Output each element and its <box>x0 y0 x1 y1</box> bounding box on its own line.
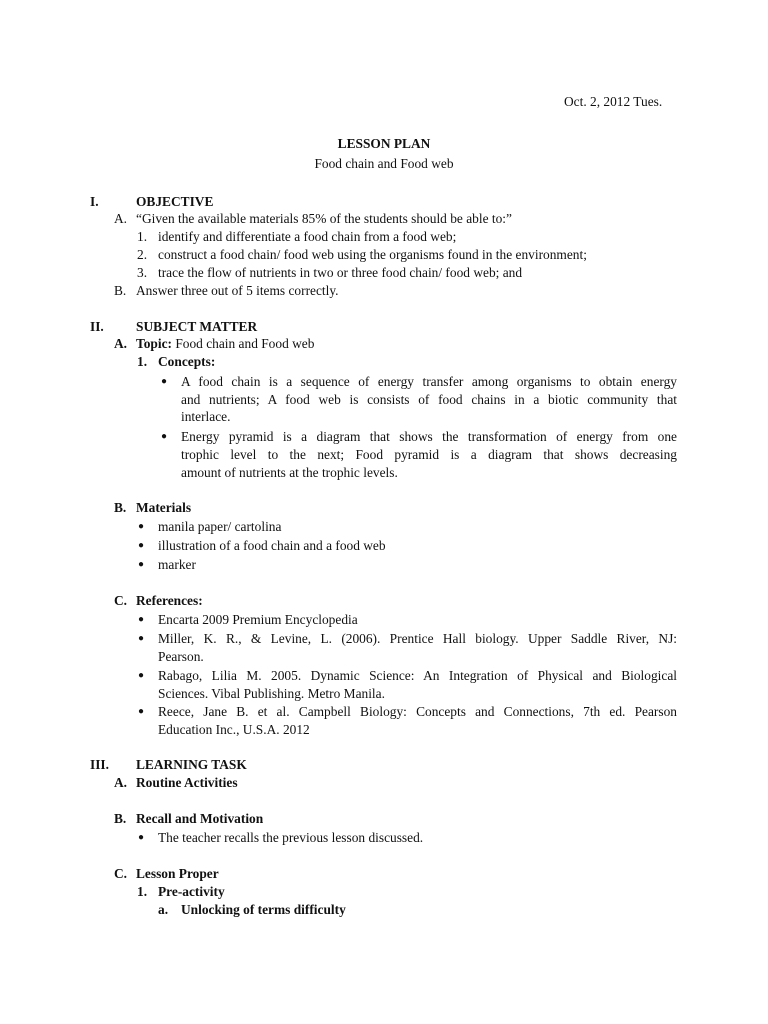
bullet-icon: ● <box>161 376 168 387</box>
bullet-icon: ● <box>138 614 145 625</box>
bullet-icon: ● <box>161 431 168 442</box>
routine-activities-label: Routine Activities <box>136 775 238 790</box>
topic-label: Topic: <box>136 336 172 351</box>
section-number-subject: II. <box>90 319 104 334</box>
unlocking-letter: a. <box>158 902 169 917</box>
section-heading-subject: SUBJECT MATTER <box>136 319 258 334</box>
concept-line: A food chain is a sequence of energy transfer among organisms to obtain energy <box>181 374 677 389</box>
material-item: illustration of a food chain and a food web <box>158 538 386 553</box>
reference-line: Pearson. <box>158 649 204 664</box>
recall-item: The teacher recalls the previous lesson discussed. <box>158 830 424 845</box>
unlocking-terms-label: Unlocking of terms difficulty <box>181 902 346 917</box>
concept-line: trophic level to the next; Food pyramid is a diagram that shows decreasing <box>181 447 677 462</box>
bullet-icon: ● <box>138 521 145 532</box>
reference-line: Reece, Jane B. et al. Campbell Biology: Concepts and Connections, 7th ed. Pearson <box>158 704 677 719</box>
concept-line: amount of nutrients at the trophic levels. <box>181 465 398 480</box>
objective-item-number: 1. <box>137 229 148 244</box>
bullet-icon: ● <box>138 559 145 570</box>
material-item: marker <box>158 557 196 572</box>
reference-line: Education Inc., U.S.A. 2012 <box>158 722 310 737</box>
materials-label: Materials <box>136 500 192 515</box>
concept-line: Energy pyramid is a diagram that shows the transformation of energy from one <box>181 429 677 444</box>
reference-line: Rabago, Lilia M. 2005. Dynamic Science: An Integration of Physical and Biological <box>158 668 677 683</box>
bullet-icon: ● <box>138 832 145 843</box>
subject-b-letter: B. <box>114 500 127 515</box>
concept-line: interlace. <box>181 409 231 424</box>
section-heading-objective: OBJECTIVE <box>136 194 214 209</box>
objective-b-letter: B. <box>114 283 127 298</box>
objective-item-text: trace the flow of nutrients in two or three food chain/ food web; and <box>158 265 523 280</box>
references-label: References: <box>136 593 203 608</box>
document-title: LESSON PLAN <box>337 136 431 151</box>
pre-activity-number: 1. <box>137 884 148 899</box>
objective-item-number: 2. <box>137 247 148 262</box>
subject-a-letter: A. <box>114 336 128 351</box>
reference-line: Miller, K. R., & Levine, L. (2006). Prentice Hall biology. Upper Saddle River, NJ: <box>158 631 677 646</box>
objective-a-text: “Given the available materials 85% of the students should be able to:” <box>136 211 512 226</box>
bullet-icon: ● <box>138 706 145 717</box>
learning-c-letter: C. <box>114 866 128 881</box>
lesson-proper-label: Lesson Proper <box>136 866 219 881</box>
concepts-number: 1. <box>137 354 148 369</box>
objective-b-text: Answer three out of 5 items correctly. <box>136 283 339 298</box>
document-subtitle: Food chain and Food web <box>314 156 454 171</box>
concept-line: and nutrients; A food web is consists of food chains in a biotic community that <box>181 392 677 407</box>
learning-b-letter: B. <box>114 811 127 826</box>
section-number-objective: I. <box>90 194 99 209</box>
objective-item-text: construct a food chain/ food web using the organisms found in the environment; <box>158 247 587 262</box>
reference-line: Sciences. Vibal Publishing. Metro Manila. <box>158 686 385 701</box>
section-number-learning: III. <box>90 757 109 772</box>
concepts-label: Concepts: <box>158 354 216 369</box>
material-item: manila paper/ cartolina <box>158 519 282 534</box>
objective-a-letter: A. <box>114 211 128 226</box>
learning-a-letter: A. <box>114 775 128 790</box>
pre-activity-label: Pre-activity <box>158 884 225 899</box>
reference-line: Encarta 2009 Premium Encyclopedia <box>158 612 358 627</box>
subject-c-letter: C. <box>114 593 128 608</box>
objective-item-number: 3. <box>137 265 148 280</box>
section-heading-learning: LEARNING TASK <box>136 757 247 772</box>
document-date: Oct. 2, 2012 Tues. <box>564 94 663 109</box>
bullet-icon: ● <box>138 633 145 644</box>
objective-item-text: identify and differentiate a food chain from a food web; <box>158 229 457 244</box>
bullet-icon: ● <box>138 670 145 681</box>
topic-text: Food chain and Food web <box>175 336 315 351</box>
topic-line <box>136 335 314 353</box>
recall-motivation-label: Recall and Motivation <box>136 811 264 826</box>
bullet-icon: ● <box>138 540 145 551</box>
